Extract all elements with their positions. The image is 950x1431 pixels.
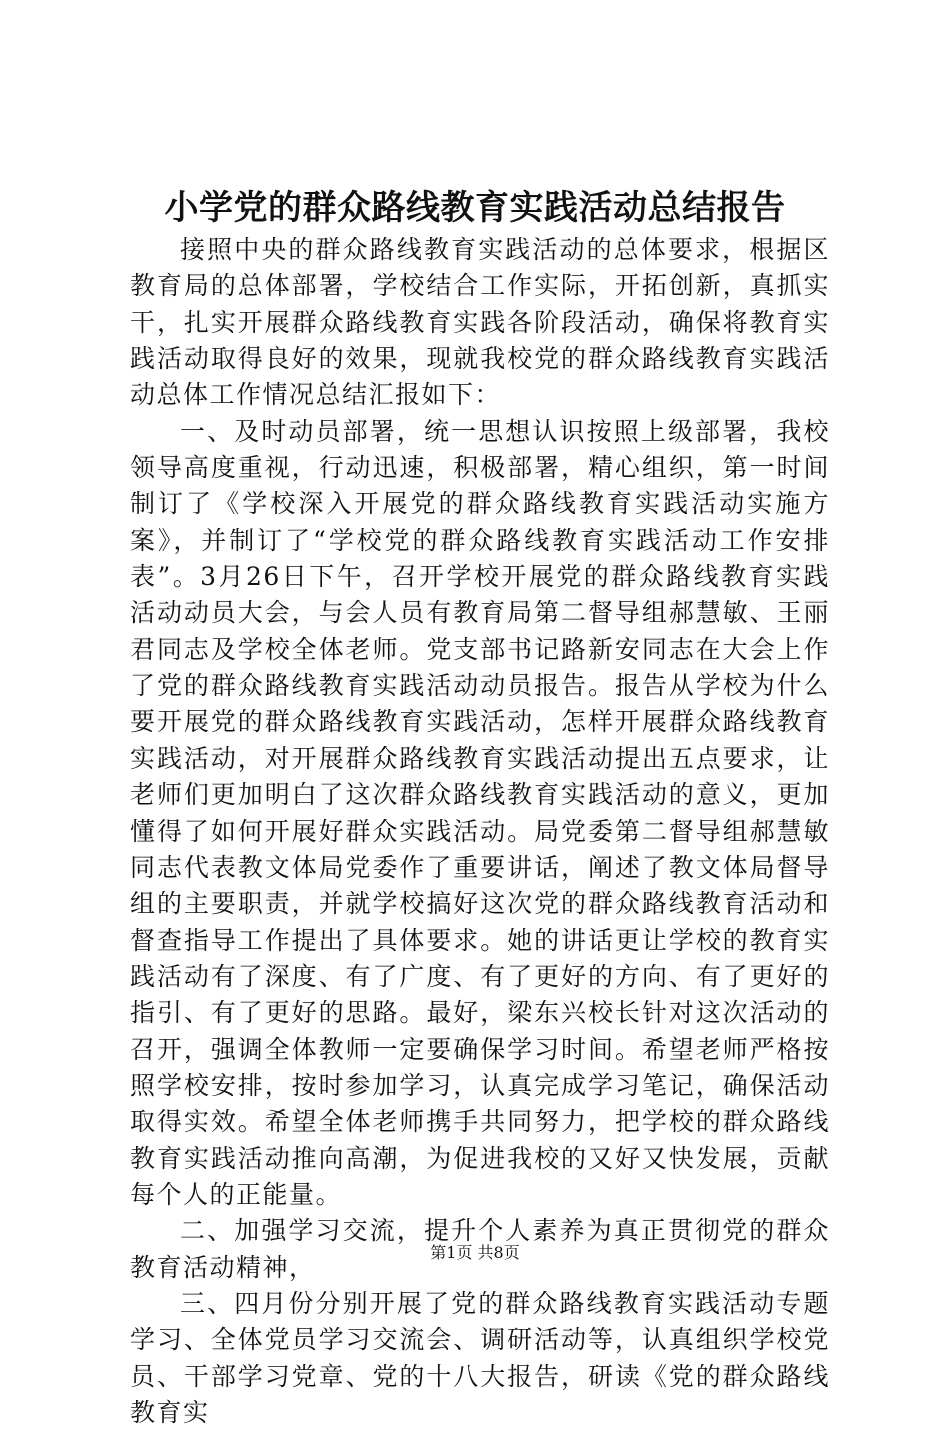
paragraph-section-1: 一、及时动员部署，统一思想认识按照上级部署，我校领导高度重视，行动迅速，积极部署，精心组织，第一时间制订了《学校深入开展党的群众路线教育实践活动实施方案》，并制订了“学校党的群众路线教育实践活动工作安排表”。3月26日下午，召开学校开展党的群众路线教育实践活动动员大会，与会人员有教育局第二督导组郝慧敏、王丽君同志及学校全体老师。党支部书记路新安同志在大会上作了党的群众路线教育实践活动动员报告。报告从学校为什么要开展党的群众路线教育实践活动，怎样开展群众路线教育实践活动，对开展群众路线教育实践活动提出五点要求，让老师们更加明白了这次群众路线教育实践活动的意义，更加懂得了如何开展好群众实践活动。局党委第二督导组郝慧敏同志代表教文体局党委作了重要讲话，阐述了教文体局督导组的主要职责，并就学校搞好这次党的群众路线教育活动和督查指导工作提出了具体要求。她的讲话更让学校的教育实践活动有了深度、有了广度、有了更好的方向、有了更好的指引、有了更好的思路。最好，梁东兴校长针对这次活动的召开，强调全体教师一定要确保学习时间。希望老师严格按照学校安排，按时参加学习，认真完成学习笔记，确保活动取得实效。希望全体老师携手共同努力，把学校的群众路线教育实践活动推向高潮，为促进我校的又好又快发展，贡献每个人的正能量。 [130, 416, 830, 1209]
document-title: 小学党的群众路线教育实践活动总结报告 [164, 188, 786, 228]
paragraph-intro: 接照中央的群众路线教育实践活动的总体要求，根据区教育局的总体部署，学校结合工作实际，开拓创新，真抓实干，扎实开展群众路线教育实践各阶段活动，确保将教育实践活动取得良好的效果，现就我校党的群众路线教育实践活动总体工作情况总结汇报如下： [130, 235, 830, 410]
paragraph-section-3: 三、四月份分别开展了党的群众路线教育实践活动专题学习、全体党员学习交流会、调研活动等，认真组织学校党员、干部学习党章、党的十八大报告，研读《党的群众路线教育实 [130, 1288, 830, 1427]
paragraph-section-2: 二、加强学习交流，提升个人素养为真正贯彻党的群众教育活动精神， [130, 1216, 830, 1282]
page-number-footer: 第1页 共8页 [430, 1243, 520, 1262]
